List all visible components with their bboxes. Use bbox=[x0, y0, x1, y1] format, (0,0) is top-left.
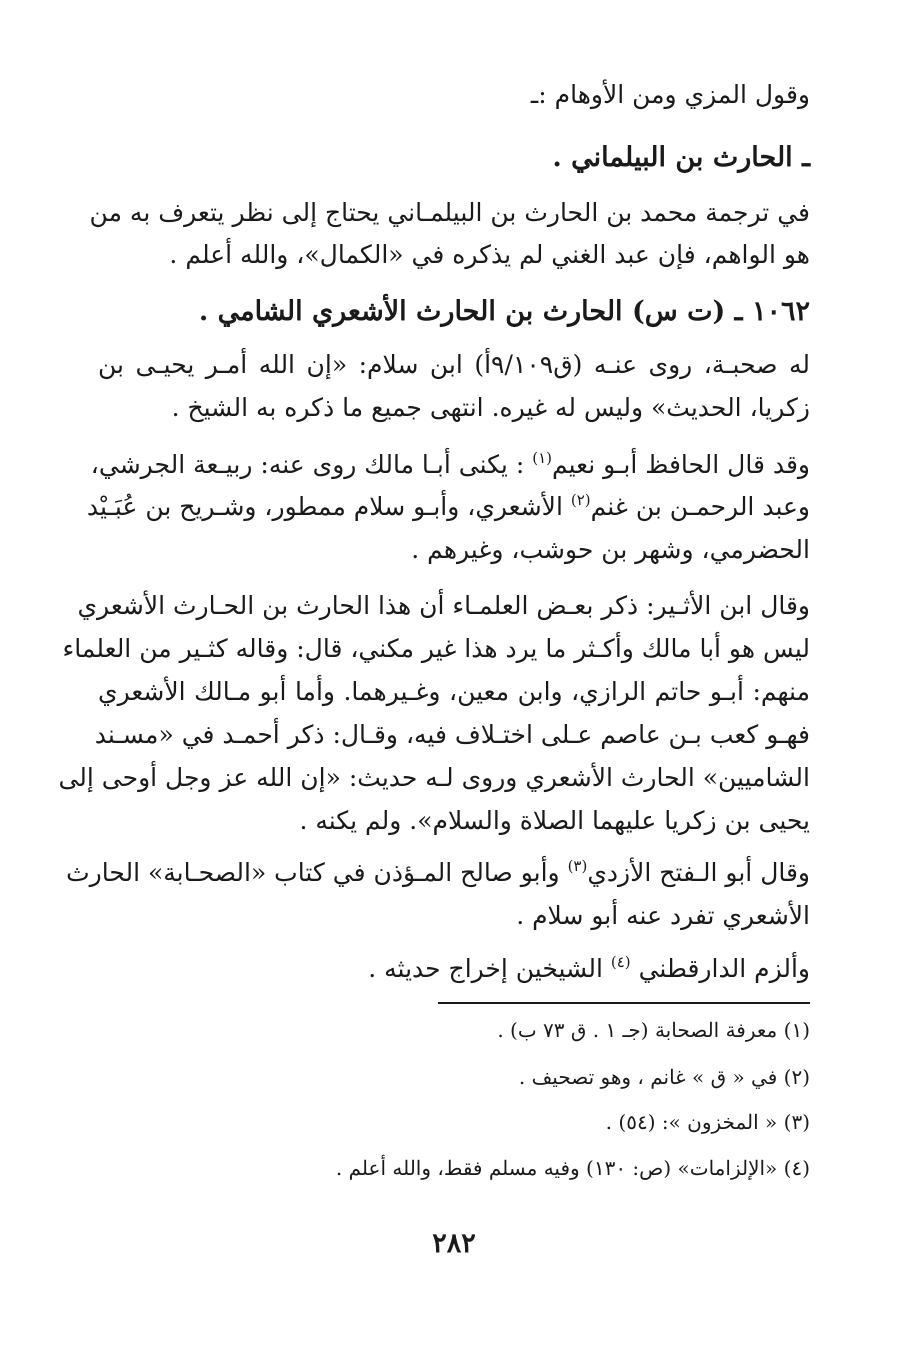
paragraph bbox=[90, 449, 810, 479]
paragraph bbox=[98, 953, 810, 983]
paragraph bbox=[98, 903, 810, 928]
paragraph bbox=[98, 679, 810, 704]
footnote-2: (٢) في « ق » غانم ، وهو تصحيف . bbox=[518, 1065, 810, 1089]
footnote-3: (٣) « المخزون »: (٥٤) . bbox=[605, 1110, 810, 1134]
text-segment: الشيخين إخراج حديثه . bbox=[368, 954, 603, 983]
text-line bbox=[66, 857, 810, 887]
text-line: له صحبـة، روى عنـه (ق٩/١٠٩أ) ابن سلام: «إن الله أمـر يحيـى بن bbox=[98, 350, 810, 379]
paragraph bbox=[66, 857, 810, 887]
text-line bbox=[90, 449, 810, 479]
footnote-1: (١) معرفة الصحابة (جـ ١ . ق ٧٣ ب) . bbox=[497, 1018, 810, 1042]
paragraph bbox=[62, 634, 810, 663]
text-line: الشاميين» الحارث الأشعري وروى لـه حديث: «إن الله عز وجل أوحى إلى bbox=[58, 763, 810, 792]
text-line: وقال ابن الأثـير: ذكر بعـض العلمـاء أن هذا الحارث بن الحـارث الأشعري bbox=[77, 591, 810, 620]
text-segment: وأبو صالح المـؤذن في كتاب «الصحـابة» الحارث bbox=[66, 858, 560, 887]
text-segment: وألزم الدارقطني bbox=[638, 954, 810, 983]
footnote-ref-2[interactable]: (٢) bbox=[570, 491, 591, 509]
footnote-divider bbox=[438, 1002, 810, 1004]
footnote-ref-3[interactable]: (٣) bbox=[567, 857, 588, 875]
paragraph bbox=[98, 352, 810, 377]
text-line bbox=[86, 491, 810, 521]
paragraph bbox=[77, 591, 810, 620]
text-segment: الأشعري، وأبـو سلام ممطور، وشـريح بن عُبَـيْد bbox=[86, 492, 563, 521]
text-segment: : يكنى أبـا مالك روى عنه: ربيـعة الجرشي، bbox=[90, 450, 525, 479]
entry-heading bbox=[98, 144, 810, 171]
entry-heading bbox=[98, 298, 810, 325]
paragraph bbox=[98, 808, 810, 833]
text-line: فهـو كعب بـن عاصم عـلى اختـلاف فيه، وقـال: ذكر أحمـد في «مسـند bbox=[94, 720, 810, 749]
footnote-4: (٤) «الإلزامات» (ص: ١٣٠) وفيه مسلم فقط، والله أعلم . bbox=[335, 1156, 810, 1180]
text-line: زكريا، الحديث» وليس له غيره. انتهى جميع ما ذكره به الشيخ . bbox=[171, 393, 810, 422]
text-line: هو الواهم، فإن عبد الغني لم يذكره في «الكمال»، والله أعلم . bbox=[169, 240, 810, 269]
paragraph bbox=[98, 395, 810, 420]
page-number: ٢٨٢ bbox=[432, 1228, 476, 1259]
footnote-ref-1[interactable]: (١) bbox=[532, 449, 552, 467]
paragraph bbox=[98, 242, 810, 267]
intro-line: وقول المزي ومن الأوهام :ـ bbox=[530, 80, 810, 109]
text-line: الأشعري تفرد عنه أبو سلام . bbox=[516, 901, 810, 930]
text-line: الحضرمي، وشهر بن حوشب، وغيرهم . bbox=[411, 535, 810, 564]
text-line: يحيى بن زكريا عليهما الصلاة والسلام». ولم يكنه . bbox=[299, 806, 810, 835]
paragraph bbox=[58, 763, 810, 792]
paragraph bbox=[94, 720, 810, 749]
text-line: ليس هو أبا مالك وأكـثر ما يرد هذا غير مكني، قال: وقاله كثـير من العلماء bbox=[62, 634, 810, 663]
heading-entry-1062: ١٠٦٢ ـ (ت س) الحارث بن الحارث الأشعري الشامي . bbox=[198, 296, 810, 327]
paragraph bbox=[98, 537, 810, 562]
heading-harith-bilmani: ـ الحارث بن البيلماني . bbox=[552, 142, 810, 173]
text-line bbox=[98, 953, 810, 983]
text-segment: وقال أبو الـفتح الأزدي bbox=[587, 858, 810, 887]
footnote-ref-4[interactable]: (٤) bbox=[610, 953, 631, 971]
paragraph bbox=[86, 491, 810, 521]
text-line: منهم: أبـو حاتم الرازي، وابن معين، وغـيرهما. وأما أبو مـالك الأشعري bbox=[98, 677, 810, 706]
text-segment: وقد قال الحافظ أبـو نعيم bbox=[551, 450, 810, 479]
paragraph bbox=[89, 198, 810, 227]
text-line bbox=[98, 82, 810, 107]
text-segment: وعبد الرحمـن بن غنم bbox=[590, 492, 810, 521]
text-line: في ترجمة محمد بن الحارث بن البيلمـاني يحتاج إلى نظر يتعرف به من bbox=[89, 198, 810, 227]
